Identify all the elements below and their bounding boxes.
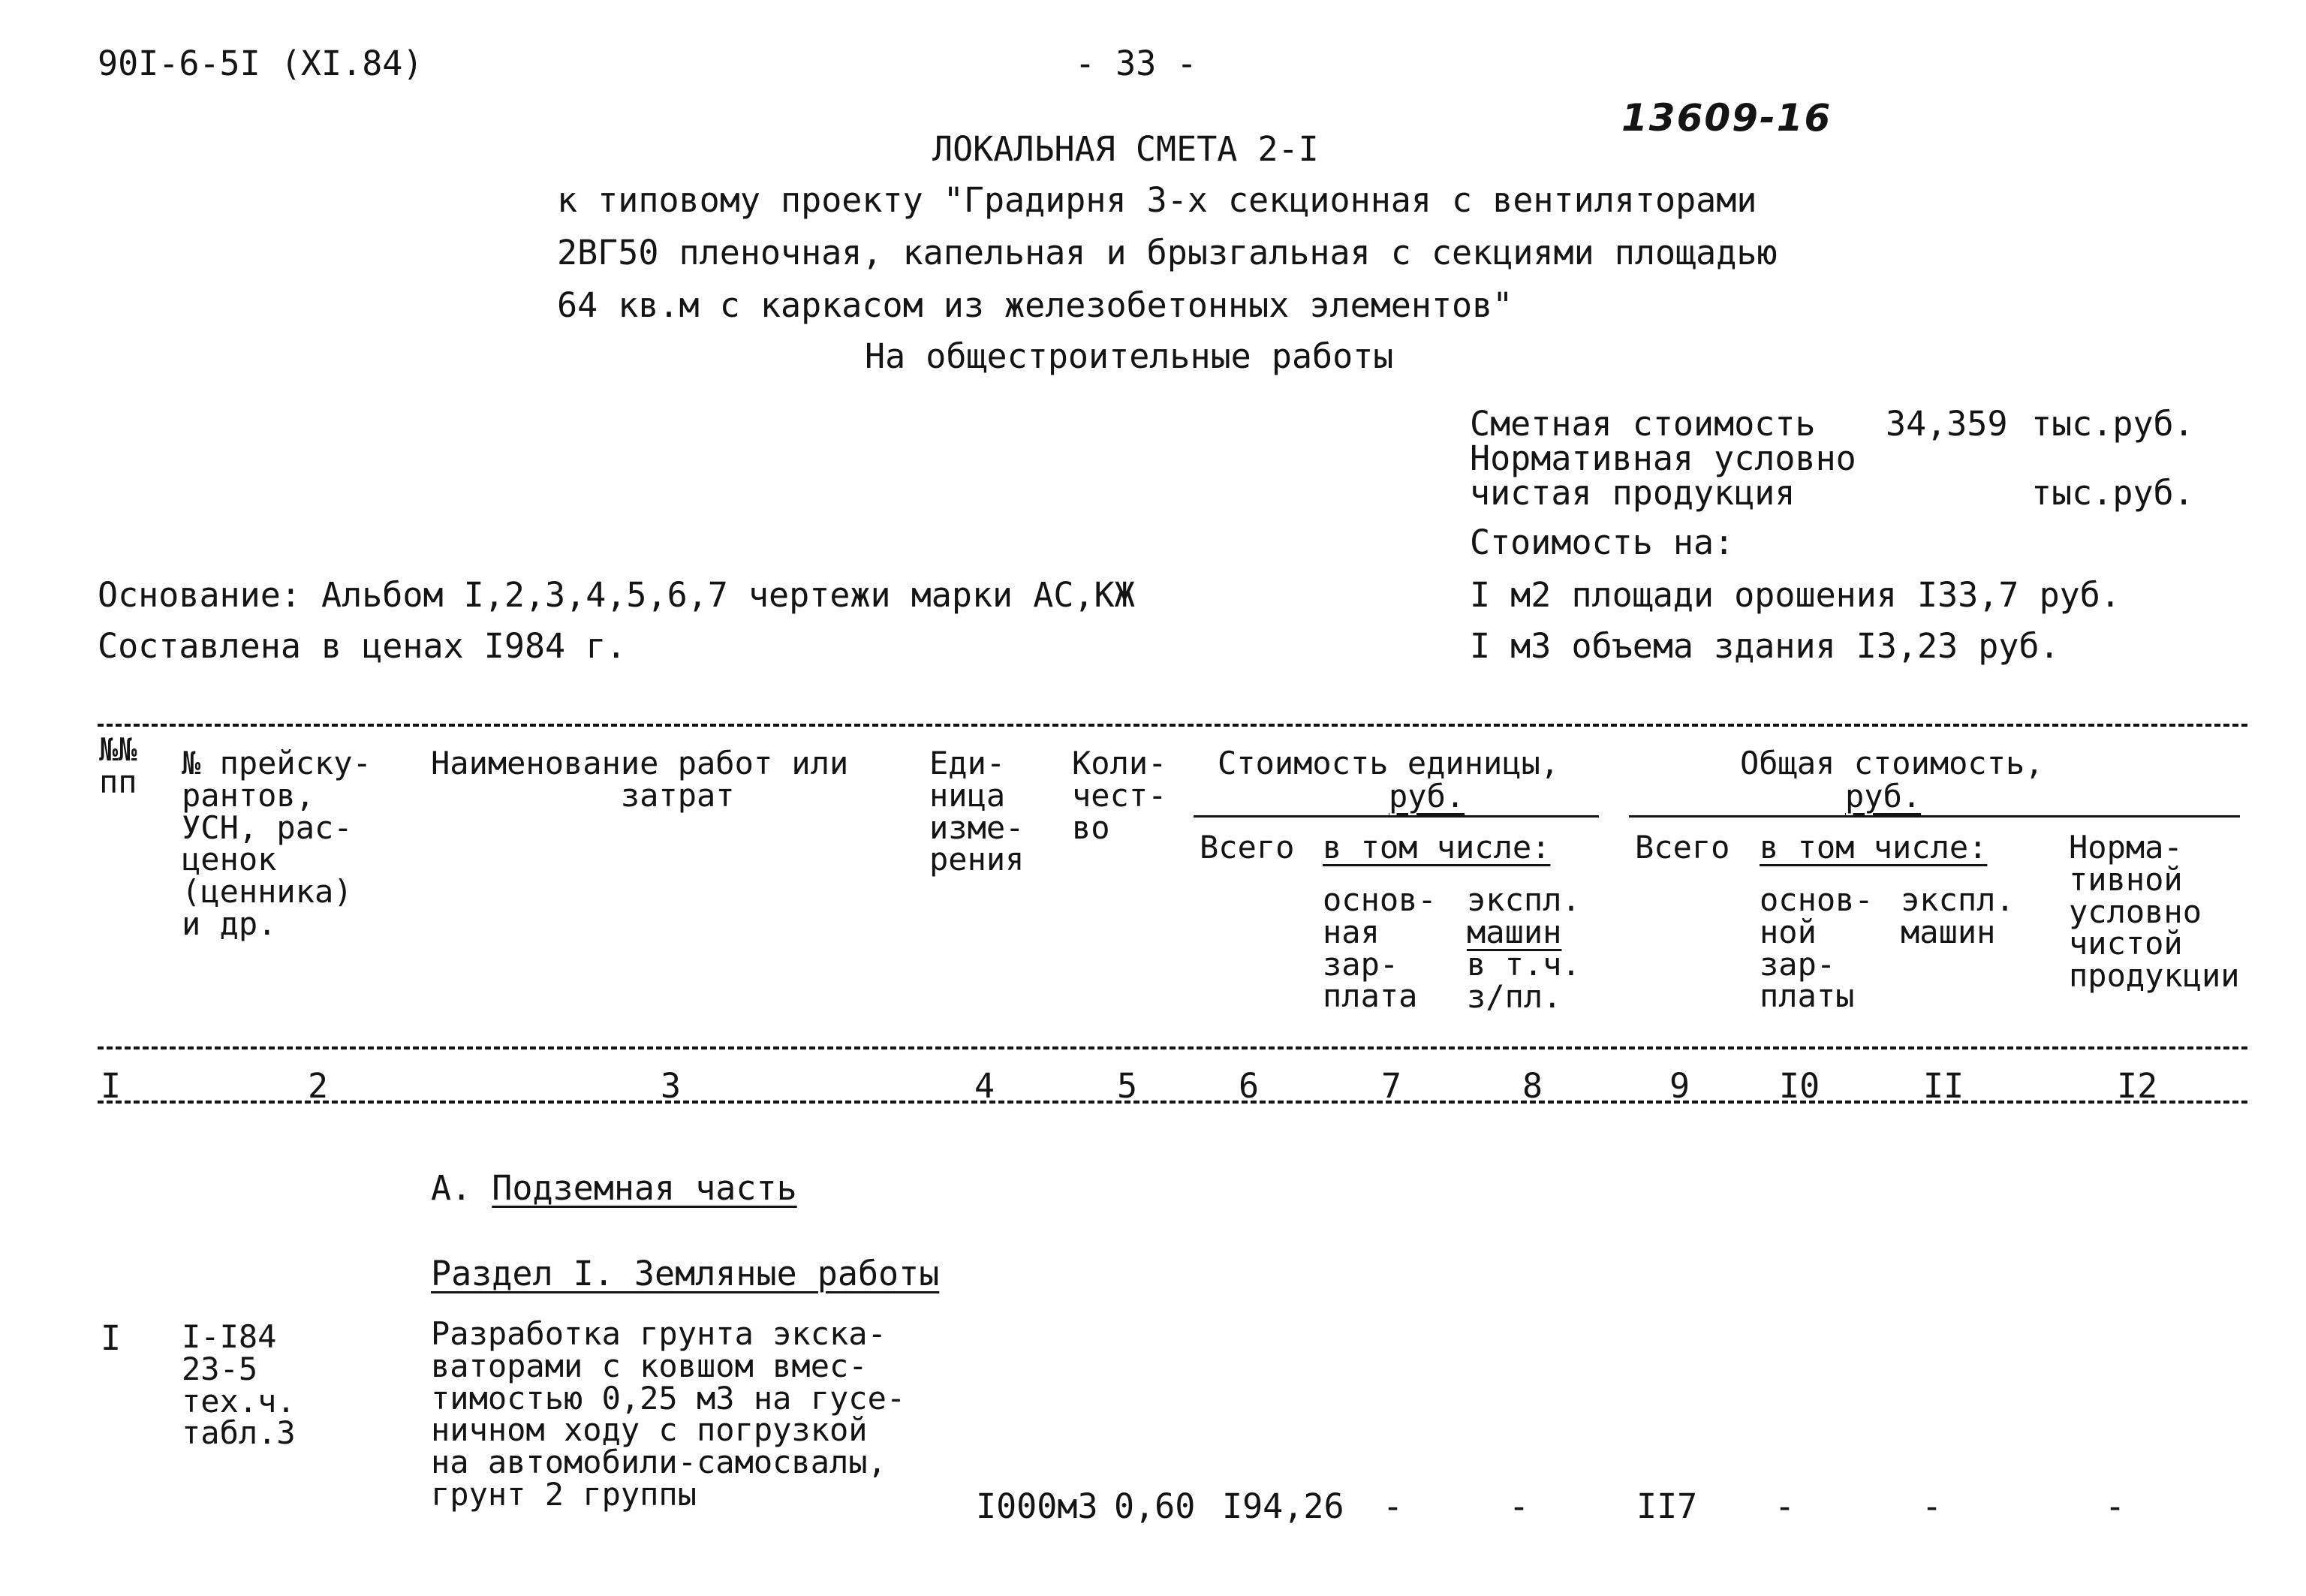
col-header-unit: Еди- ница изме- рения [929, 745, 1025, 878]
col-header-total-machine: экспл. машин [1901, 881, 2015, 950]
column-number-8: 8 [1522, 1066, 1543, 1106]
document-code: 90I-6-5I (XI.84) [98, 44, 423, 83]
col-header-total-wage: основ- ной зар- платы [1760, 881, 1874, 1015]
price-year-line: Составлена в ценах I984 г. [98, 626, 627, 666]
estimate-cost-unit: тыс.руб. [2031, 404, 2194, 444]
row-price-code: I-I84 23-5 тех.ч. табл.3 [182, 1318, 296, 1452]
title-line-4: На общестроительные работы [865, 336, 1394, 376]
document-title: ЛОКАЛЬНАЯ СМЕТА 2-I [932, 129, 1319, 169]
unit-cost-divider [1194, 815, 1599, 818]
column-numbers-rule [98, 1101, 2247, 1104]
handwritten-number: 13609-16 [1621, 96, 1832, 140]
column-number-11: II [1923, 1066, 1964, 1106]
column-number-12: I2 [2117, 1066, 2158, 1106]
row-unit-total: I94,26 [1222, 1486, 1344, 1526]
column-number-6: 6 [1239, 1066, 1260, 1106]
col-header-total-cost: Общая стоимость, [1740, 745, 2044, 781]
normative-label-2: чистая продукция [1470, 473, 1796, 513]
row-quantity: 0,60 [1114, 1486, 1196, 1526]
col-header-unit-machine-2: машин [1467, 914, 1562, 950]
col-header-total-cost-rub: руб. [1845, 778, 1922, 815]
total-cost-divider [1629, 815, 2240, 818]
row-work-name: Разработка грунта экска- ваторами с ковшом вмес- тимостью 0,25 м3 на гусе- ничном ходу с погрузкой на автомобили-самосвалы, грунт 2 группы [431, 1315, 906, 1513]
col-header-unit-wage: основ- ная зар- плата [1323, 881, 1437, 1015]
col-header-total: Всего [1635, 829, 1730, 866]
table-top-rule [98, 724, 2247, 727]
estimate-cost-label: Сметная стоимость [1470, 404, 1816, 444]
col-header-number: №№ пп [99, 731, 137, 800]
col-header-unit-incl: в том числе: [1323, 829, 1551, 866]
col-header-work-name: Наименование работ или затрат [431, 745, 849, 814]
col-header-price-code: № прейску- рантов, УСН, рас- ценок (ценника) и др. [182, 745, 372, 943]
column-number-7: 7 [1381, 1066, 1402, 1106]
part-prefix: А. [431, 1168, 492, 1208]
col-header-unit-cost-rub: руб. [1389, 778, 1465, 815]
col-header-unit-cost: Стоимость единицы, [1218, 745, 1560, 781]
col-header-unit-total: Всего [1200, 829, 1295, 866]
column-number-4: 4 [974, 1066, 995, 1106]
column-number-9: 9 [1669, 1066, 1690, 1106]
column-number-5: 5 [1117, 1066, 1138, 1106]
col-header-normative: Норма- тивной условно чистой продукции [2069, 829, 2240, 995]
col-header-unit-machine-wage: в т.ч. з/пл. [1467, 946, 1581, 1015]
cost-per-m3: I м3 объема здания I3,23 руб. [1470, 626, 2060, 666]
normative-unit: тыс.руб. [2031, 473, 2194, 513]
col-header-unit-machine: экспл. [1467, 881, 1581, 918]
row-normative: - [2105, 1486, 2126, 1526]
col-header-total-incl: в том числе: [1760, 829, 1988, 866]
row-total-wage: - [1775, 1486, 1796, 1526]
normative-label-1: Нормативная условно [1470, 438, 1856, 478]
estimate-cost-value: 34,359 [1886, 404, 2008, 444]
row-total: II7 [1636, 1486, 1698, 1526]
title-line-3: 64 кв.м с каркасом из железобетонных элементов" [557, 285, 1513, 325]
table-header-rule [98, 1046, 2247, 1049]
col-header-quantity: Коли- чест- во [1072, 745, 1167, 846]
row-total-machine: - [1922, 1486, 1943, 1526]
cost-per-label: Стоимость на: [1470, 522, 1735, 562]
row-unit-wage: - [1383, 1486, 1404, 1526]
column-number-10: I0 [1779, 1066, 1820, 1106]
cost-per-m2: I м2 площади орошения I33,7 руб. [1470, 575, 2121, 615]
row-unit-machine: - [1509, 1486, 1530, 1526]
page-number: - 33 - [1075, 44, 1197, 83]
column-number-3: 3 [661, 1066, 682, 1106]
basis-line: Основание: Альбом I,2,3,4,5,6,7 чертежи марки АС,КЖ [98, 575, 1135, 615]
column-number-1: I [101, 1066, 122, 1106]
part-name: Подземная часть [492, 1168, 797, 1208]
title-line-1: к типовому проекту "Градирня 3-х секционная с вентиляторами [557, 180, 1757, 220]
part-heading [431, 1168, 797, 1208]
column-number-2: 2 [308, 1066, 329, 1106]
row-unit: I000м3 [976, 1486, 1098, 1526]
chapter-heading: Раздел I. Земляные работы [431, 1254, 940, 1293]
row-number: I [101, 1318, 122, 1358]
title-line-2: 2ВГ50 пленочная, капельная и брызгальная с секциями площадью [557, 233, 1778, 273]
